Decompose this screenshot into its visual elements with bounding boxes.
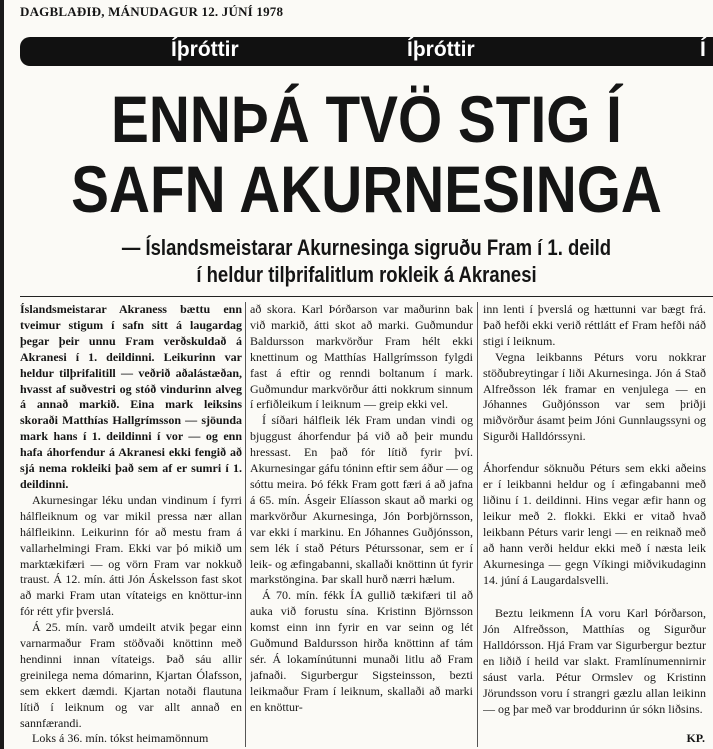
section-label-right: Í xyxy=(700,38,706,61)
headline-line-2: SAFN AKURNESINGA xyxy=(71,152,662,226)
headline-rule xyxy=(20,296,713,297)
article-column-2 xyxy=(250,302,473,742)
headline-line-1: ENNÞÁ TVÖ STIG Í xyxy=(111,82,622,156)
section-label-middle: Íþróttir xyxy=(407,38,475,61)
dateline: DAGBLAÐIÐ, MÁNUDAGUR 12. JÚNÍ 1978 xyxy=(20,4,284,19)
subheadline xyxy=(75,234,657,288)
left-column-rule xyxy=(0,0,4,749)
section-banner xyxy=(20,37,713,66)
article-paragraph: að skora. Karl Þórðarson var maðurinn bak við markið, átti skot að marki. Guðmundur Baldursson markvörður Fram hélt ekki knettinum og Matthías Hallgrímsson fylgdi fast á eftir og renndi boltanum í mark. Guðmundur markvörður átti nokkrum sinnum í erfiðleikum í leiknum — greip ekki vel. xyxy=(250,302,473,412)
subheadline-line-1: — Íslandsmeistarar Akurnesinga sigruðu Fram í 1. deild xyxy=(121,235,612,260)
article-paragraph: Beztu leikmenn ÍA voru Karl Þórðarson, Jón Alfreðsson, Matthías og Sigurður Halldórsson. Hjá Fram var Sigurbergur beztur en liðið í heild var slakt. Framlínumennirnir sáust varla. Pétur Ormslev og Kristinn Jörundsson voru í strangri gæzlu allan leikinn — og þar með var broddurinn úr sókn liðsins. xyxy=(483,606,706,716)
author-signature: KP. xyxy=(686,731,705,745)
headline xyxy=(69,84,665,224)
article-paragraph: Vegna leikbanns Péturs voru nokkrar stöðubreytingar í liði Akurnesinga. Jón á Stað Alfreðsson lék framar en venjulega — en Jóhannes Guðjónsson var sem þriðji miðvörður ásamt þeim Jóni Gunnlaugssyni og Sigurði Halldórssyni. xyxy=(483,349,706,444)
subheadline-line-2: í heldur tilþrifalitlum rokleik á Akranesi xyxy=(196,262,537,287)
article-paragraph: Akurnesingar léku undan vindinum í fyrri hálfleiknum og var mikil pressa nær allan hálfleikinn. Leikurinn fór að mestu fram á vallarhelmingi Fram. Ekki var þó mikið um marktækifæri — og vörn Fram var nokkuð traust. Á 12. mín. átti Jón Áskelsson fast skot að marki Fram utan vítateigs en knöttur-inn fór rétt yfir þverslá. xyxy=(20,492,242,619)
column-divider xyxy=(477,302,478,747)
column-divider xyxy=(245,302,246,747)
article-paragraph: Loks á 36. mín. tókst heimamönnum xyxy=(32,731,209,742)
article-paragraph: Í síðari hálfleik lék Fram undan vindi og bjuggust áhorfendur þá við að þeir mundu hressast. En það fór lítið fyrir því. Akurnesingar gáfu tóninn eftir sem áður — og sóttu meira. Þó fékk Fram gott færi á að jafna á 65. mín. Ásgeir Elíasson skaut að marki og markvörður Akurnesinga, Jón Þorbjörnsson, var ekki í markinu. En Jóhannes Guðjónsson, sem lék í stað Péturs Péturssonar, sem er í leik- og æfingabanni, skallaði knöttinn út fyrir markstöngina. Þar skall hurð nærri hælum. xyxy=(250,413,473,587)
article-column-3 xyxy=(483,302,706,742)
section-label-left: Íþróttir xyxy=(171,38,239,61)
article-paragraph: Á 25. mín. varð umdeilt atvik þegar einn varnarmaður Fram stöðvaði knöttinn með hendinni innan vítateigs. Það sáu allir greinilega nema dómarinn, Kjartan Ólafsson, sem ekkert dæmdi. Kjartan notaði flautuna lítið í leiknum og var allt annað en sannfærandi. xyxy=(20,620,242,730)
article-paragraph: inn lenti í þverslá og hættunni var bægt frá. Það hefði ekki verið réttlátt ef Fram hefði náð stigi í leiknum. xyxy=(483,302,706,348)
article-column-1 xyxy=(20,302,242,742)
article-paragraph: Áhorfendur söknuðu Péturs sem ekki aðeins er í leikbanni heldur og í æfingabanni með liðinu í 1. deildinni. Hins vegar æfir hann og leikur með 2. flokki. Ekki er vitað hvað leikbann Péturs varir lengi — en reiknað með að hann verði heldur ekki með í næsta leik Akurnesinga — gegn Víkingi miðvikudaginn 14. júní á Laugardalsvelli. xyxy=(483,461,706,587)
lead-paragraph: Íslandsmeistarar Akraness bættu enn tveimur stigum í safn sitt á laugardag þegar þeir unnu Fram verðskuldað á Akranesi í 1. deildinni. Leikurinn var heldur tilþrifalitill — veðrið aðalástæðan, hvasst af suðvestri og stóð vindurinn alveg á annað markið. Eina mark leiksins skoraði Matthías Hallgrímsson — sjöunda mark hans í 1. deildinni í vor — og enn hafa áhorfendur á Akranesi ekki fengið að sjá nema rokleiki það sem af er sumri í 1. deildinni. xyxy=(20,302,242,491)
article-paragraph: Á 70. mín. fékk ÍA gullið tækifæri til að auka við forustu sína. Kristinn Björnsson komst einn inn fyrir en var seinn og lét Guðmund Baldursson hirða knöttinn af tám sér. Á lokamínútunni munaði litlu að Fram jafnaði. Sigurbergur Sigsteinsson, bezti leikmaður Fram í leiknum, skallaði að marki en knöttur- xyxy=(250,588,473,714)
